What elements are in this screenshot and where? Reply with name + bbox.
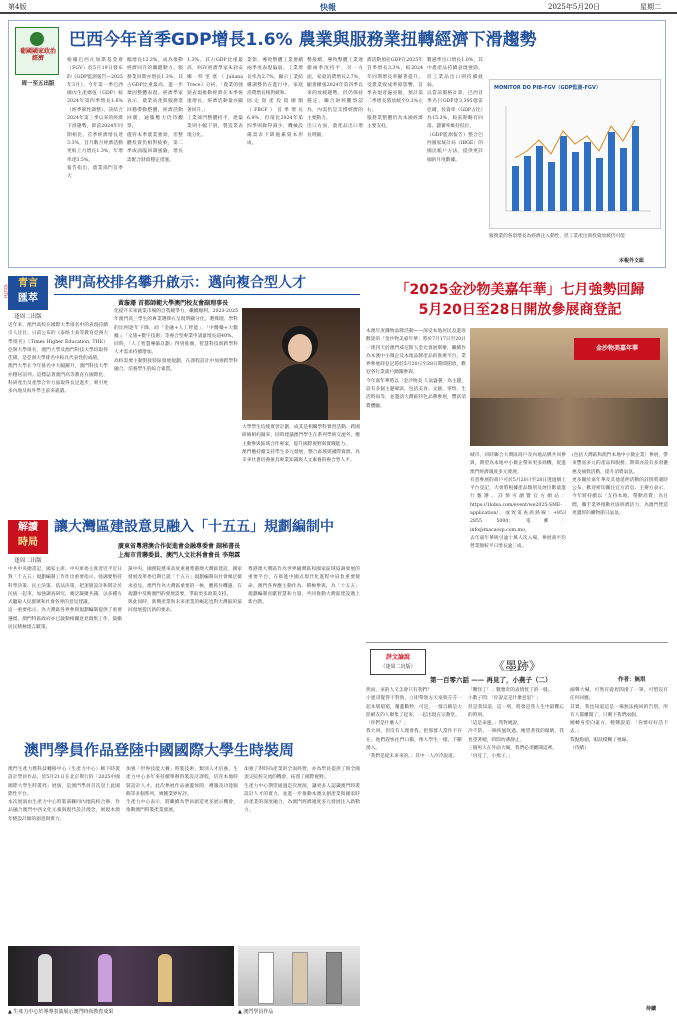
badge-text: 時局 [18, 537, 38, 548]
runway-photo [8, 946, 234, 1006]
model-figure [98, 954, 112, 1002]
serial-title: 《墨跡》 [492, 659, 541, 673]
article-column: 城市。同時聯合大灣區商戶及內地品牌共同參與，期望為本地中小微企帶來更多商機，促進澳門經濟適度多元發展。 有意參展的商戶可於5月20日至28日透過網上平台登記，大會將根據產品類別及展位數量進行甄選。詳情可瀏覽官方網站：https://1kdsa.com/event/we2025-SME-application/，或致電查詢熱線：+853 2855 5000；電郵：info@macaosp.com.mo。 去年嘉年華吸引逾十萬人次入場，參展商平均營業額較平日增長逾三成。 [470, 453, 566, 550]
badge-text: 解讀 [18, 522, 38, 533]
column-schedule: 周一至五出版 [21, 81, 55, 87]
article-column: 幅增長12.2%，成為推動經濟回升的關鍵動力。服務業同期亦增長1.3%，其占GDP比重最高，進一步鞏固整體表現。經濟學家表示，農業高產與服務業回穩帶動整體，經濟活動回暖，通脹壓力仍待觀察。 儘管本季農業強勁，但整體投資仍相對疲軟，第二季或面臨回調風險，增長需配合財政穩定措施。 [127, 58, 183, 163]
gdp-chart-image [489, 79, 661, 229]
article-column: 1.3%。其占GDP比重最高，FGV經濟學家朱莉安娜·特里塞（Juliana Trece）分析，「農業的強勁表現推動經濟在本季恢復增長，經濟活動量亦顯著回升。」 工業部門整體持平，建築業則小幅下滑，製造業表現分化。 [187, 58, 243, 138]
page-header [0, 0, 677, 14]
masthead: 快報 [320, 2, 336, 12]
article-column: 大學學生均使實習計劃，成其是相關學科實習活動、跨國研修相約歸來，同時建議澳門學生在系列學術交流外，應主動參與區域合作專案，提升國際視野與實踐能力。 澳門應持續支持學生多元發展，整合區域與國際資源，為未來社會培養兼具專業知識與人文素養的複合型人才。 [242, 425, 360, 464]
festival-banner: 金沙物美嘉年華 [574, 338, 660, 360]
article-column: 然而，來的人又怎會只有我們？ 小憲哥覺得不對勁，立即帶領方天豪與芬芬一起本層窮窮，覆蓋數秒，可是，一群自稱是大陸網友的人聚集了起來，一起出現在宗教堂。 「你們是什麼人？」 我大叫，但沒有人理會我。把那群人當作不存在。他們趕快往門口衝，像大學生一樣，不斷湧入。 「我們是從未來來的。」其中一人冷冷說道。 [366, 688, 462, 760]
festival-article [366, 276, 668, 638]
article-column: 業領、導致整體工業連續兩季度表現偏弱。工業增長率為2.7%，顯示工業結構調整仍在進行中。家庭消費增長相對緩和。 固定資產投資總額（FBCF）首季增長6.9%，但環比2024年第四季則錄得減少，機械設備需求下降拖累資本形成。 [247, 58, 303, 146]
article-column: 濟活動預估GDP在2025年首季增長3.3%，較2024年同期增長率顯著提升。受農業收成季節影響，首季表現普遍亮眼，預計第二季增長將放緩至0.3%左右。 服務業整體仍為本國經濟主要支柱。 [367, 58, 423, 130]
article-column: (包括大灣區和澳門本地中小微企業）參展，帶來豐富多元的產品和服務。期間亦設有多項優惠及抽獎活動，提升消費氣氛。 更多關於嘉年華及其他延伸活動的詳情將適時公布，歡迎密切關注官方消息。主辦方表示，今年將持續以「支持本地、帶動消費」為目標，攜手業界推動社區經濟活力，為澳門營造更濃厚的購物節日氣氛。 [572, 453, 668, 517]
article-column: 加強「世界技能大賽」時裝技術」類別人才培養，生產力中心多年來持續舉辦時裝設計課程，培育本地時裝設計人才。此次參展作品涵蓋休閒、禮服及功能服飾等多個系列，廣獲業界好評。 生產力中心表示，將繼續為學員創造更多展示機會，推動澳門時裝產業發展。 [126, 767, 238, 814]
column-badge [8, 520, 48, 554]
model-figure [38, 954, 52, 1002]
badge-side-text: YOUTH [3, 284, 8, 298]
garment [326, 952, 342, 1004]
photo-caption: ▲ 生產力中心於導導表演展示澳門時尚教育成果 [8, 1009, 114, 1015]
youth-column-badge [8, 276, 48, 310]
festival-photo [470, 328, 668, 446]
byline: 廣東省粵港澳合作促進會金融專委會 副秘書長 上海市青聯委員、澳門人文社科會會長 李翔霖 [118, 543, 241, 559]
article-column: 數遜季出口增長1.0%，其中農產品持續表現強勁，但工業品出口則持續疲弱。 以當前價格計算，巴西首季名目GDP達3,395億雷亞爾，投資率（GDP占比）為15.3%，較前期略有回落。儲蓄率維持低位。 （GDP監測報告）整合巴西國家統計局（IBGE）的國民帳戶方法，提供更詳細的月度數據。 [427, 58, 483, 163]
column-schedule: 逢周二出版 [14, 558, 42, 564]
article-column: 勢接續，導致整體工業連續兩季度持平，另一方面，家庭消費增長2.7%，顯著擴張2024年第四季以來的放緩趨勢，但仍保持穩定。聯合財經觀察認為，內需仍是支撐經濟的主要動力。 出口方面，農產品出口增長明顯。 [307, 58, 363, 138]
photo-caption: ▲ 澳門學員作品 [238, 1009, 274, 1015]
crowd [470, 398, 668, 446]
globe-icon [30, 32, 44, 46]
article-column: 化提升未來就業市場的自我競爭力，繼續順利。2023-2025年澳門高三學生的專業選擇在呈現明顯分化，選擇理、學科的比例逐年下降，而「金融+人工智能」、「中醫藥+大數據」、「文旅+數字技術」等複合型專業申請量增長超40%。 同時，「人工智慧導師計劃」得到推廣，智慧科技與跨學科人才需求持續增加。 高校需要主動對接特區發展規劃，在課程設計中加強跨學科融合，培養學生的綜合素質。 [114, 309, 238, 373]
article-column: 近年來，澳門高校在國際大學排名中的表現持續引人注目。日前公布的《泰晤士高等教育亞洲大學排名》（Times Higher Education, THE）亞洲大學排名，澳門大學及澳門科技大學均取得佳績，是亞洲大學排名中較具代表性的成績。 澳門大學在今年排名中大幅躍升，澳門科技大學亦穩居前列。這標誌著澳門高等教育在國際化、科研產出及產學合作方面取得長足進步，吸引更多內地及海外學生前來就讀。 [8, 323, 108, 395]
article-column: 根據巴西瓦加斯基金會（FGV）於5月19日發布的《GDP監測報告—2025年3月》，今年第一季巴西國內生產總值（GDP）較2024年第四季增長1.6%（經季節性調整）。該結合2024年第三季以來的經濟下滑趨勢，即前2024年同期相比，首季經濟增長達3.3%，首月數月經濟活動更較上月增長1.3%，年增率達3.5%。 報告指出，農業部門首季大 [67, 58, 123, 180]
article-column: 澳門生產力暨科技轉移中心（生產力中心）轄下時裝設計學員作品，於5月21日在北京舉行的「2025中國國際大學生時裝周」展演，是澳門學員首次登上此國際性平台。 本次展演由生產力中心時裝部聯同內地院校合辦，作品融合澳門中西文化元素與現代設計理念，展現本澳年輕設計師的創意與實力。 [8, 767, 120, 822]
macau-university-article [3, 275, 360, 512]
badge-text: 匯萃 [18, 293, 38, 304]
headline: 澳門學員作品登陸中國國際大學生時裝周 [24, 741, 295, 759]
page-date: 2025年5月20日 [548, 3, 601, 11]
novel-serial [366, 642, 668, 1018]
chapter-title: 第一百零六話 —— 再見了，小燕子（二） [430, 676, 552, 684]
author-photo [242, 308, 360, 420]
article-column: 加強了對時尚產業的全面經營，亦為學員提供了與全國頂尖院校交流的機會，拓寬了國際視野。 生產力中心期望通過是次展演，讓更多人認識澳門時裝設計人才的實力，並進一步推動本澳文創產業與國家時尚產業的深度融合，為澳門經濟適度多元發展注入新動力。 [244, 767, 360, 814]
headline: 巴西今年首季GDP增長1.6% 農業與服務業扭轉經濟下滑趨勢 [69, 30, 537, 50]
garment [292, 952, 308, 1004]
model-figure [158, 954, 172, 1002]
article-column: 中共中央總書記、國家主席、中央軍委主席習近平近日對「十五五」規劃編制工作作出重要指示，強調要堅持科學決策、民主決策、依法決策，把頂層設計和問計於民統一起來，加強調查研究，廣泛凝聚共識，以多種方式聽取人民群眾和社會各界的意見建議。 這一重要指示，為大灣區各界參與規劃編制提供了重要遵循。澳門特區政府亦已啟動相關意見徵集工作，鼓勵居民積極建言獻策。 [8, 567, 122, 631]
plan-article [8, 520, 360, 740]
article-column: 服務業的各項增長為經濟注入動性，但工業產出與投資放緩仍可能 [489, 234, 625, 239]
exhibit-article [8, 742, 360, 1018]
brazil-article [8, 20, 666, 268]
article-column: 黨中央、國務院歷來高度重視粵港澳大灣區建設，國家發展改革委近期已就「十五五」規劃編制向社會廣泛徵求意見。澳門作為大灣區重要的一極，應抓住機遇，在規劃中反映澳門的發展需要，爭取更多政策支持。 與此同時，新興產業和未來產業的崛起也對大灣區的協同發展提出新的要求。 [128, 567, 242, 614]
portrait-face [288, 334, 312, 362]
brazil-column-logo [15, 27, 59, 75]
chart-title: MONITOR DO PIB-FGV（GDP監測-FGV） [494, 85, 601, 91]
chart-graphic [496, 96, 656, 224]
page-number: 第4版 [8, 3, 27, 11]
column-schedule: 逢周二出版 [14, 314, 42, 320]
article-column: 粵港澳大灣區作為世界級灣區和國家區域協調發展的重要平台，在推進中國式現代化進程中肩負重要使命。澳門各界應主動作為、積極參與，為「十五五」規劃編制貢獻智慧和力量，共同推動大灣區建設邁上新台階。 [248, 567, 360, 606]
garment [258, 952, 274, 1004]
article-column: 「難怪了！」數雅奇的表情恍了的一樣。 小數子問：「你說這是什麼意思？」 但是我知道，這一刻，將會是我人生中最難忘的時刻。 「這是命運。」我對她說。 冷不防，一陣疾風吹過。她望著我的眼睛，我也望著她，時間彷彿靜止。 三個男人在外面大喊，我們必須離開這裡。 「再見了，小燕子。」 [468, 688, 564, 760]
designs-photo [238, 946, 360, 1006]
continued-label: 待續 [646, 1006, 657, 1012]
badge-text: （逢周二出版） [380, 664, 416, 670]
article-column: 本澳年度購物品牌活動——深受本地居民及遊客歡迎的「金沙物美嘉年華」將於7月17日至20日一連四天於澳門威尼斯人金光會展舉辦，繼續作為本澳中小微企及本地品牌產品的推廣平台。業界參展商登記將於5月20日至28日期間開放，歡迎各行業商戶踴躍參與。 今年嘉年華將以「金沙物美 人氣盛薈」為主題，設有多個主題專區，包括美食、文創、零售、生活時尚等，並邀請大灣區特色品牌參展，豐富消費體驗。 [366, 329, 466, 409]
headline: 澳門高校排名攀升啟示：邁向複合型人才 [54, 275, 306, 291]
headline: 5月20日至28日開放參展商登記 [418, 302, 622, 318]
page-weekday: 星期二 [640, 3, 661, 11]
author: 作者：無垠 [618, 677, 646, 683]
byline: 黃璇珊 首都師範大學澳門校友會副理事長 [118, 300, 229, 307]
headline: 「2025金沙物美嘉年華」七月強勢回歸 [395, 282, 645, 298]
divider [54, 294, 360, 295]
badge-text: 青言 [18, 278, 38, 289]
chart-credit: 本報外文組 [619, 258, 645, 264]
headline: 讓大灣區建設意見融入「十五五」規劃編制中 [54, 519, 334, 535]
article-column: 細聲大喊，可然有從眉間滑了一筆，可惜沒有任何回應。 其實，我也知道這是一場無法挽回的告別。所有人都離開了，只剩下我們兩個。 她轉身望向遠方，輕聲說道：「你要好好活下去。」 我點點頭，眼淚模糊了視線。 （待續） [570, 688, 668, 752]
portrait-body [272, 364, 328, 420]
logo-label: 葡國國家政治經濟 [19, 48, 56, 62]
badge-text: 評文論說 [385, 654, 410, 661]
